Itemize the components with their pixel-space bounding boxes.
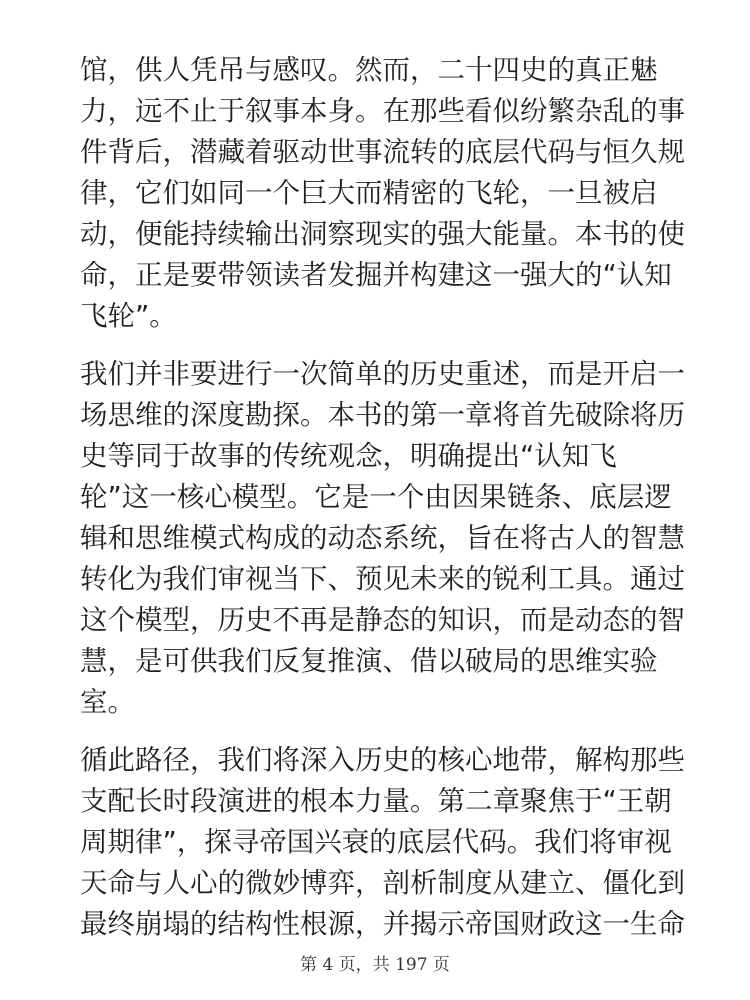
text-line: 飞轮”。 [80,300,177,332]
text-line: 命，正是要带领读者发掘并构建这一强大的“认知 [80,259,672,291]
text-line: 动，便能持续输出洞察现实的强大能量。本书的使 [80,218,685,250]
text-line: 周期律”，探寻帝国兴衰的底层代码。我们将审视 [80,826,672,858]
text-line: 辑和思维模式构成的动态系统，旨在将古人的智慧 [80,522,685,554]
text-line: 慧，是可供我们反复推演、借以破局的思维实验 [80,645,658,677]
text-line: 律，它们如同一个巨大而精密的飞轮，一旦被启 [80,177,658,209]
text-line: 这个模型，历史不再是静态的知识，而是动态的智 [80,604,685,636]
text-line: 天命与人心的微妙博弈，剖析制度从建立、僵化到 [80,867,685,899]
body-text [80,50,685,962]
paragraph-1 [80,50,685,337]
text-line: 力，远不止于叙事本身。在那些看似纷繁杂乱的事 [80,95,685,127]
text-line: 件背后，潜藏着驱动世事流转的底层代码与恒久规 [80,136,685,168]
text-line: 轮”这一核心模型。它是一个由因果链条、底层逻 [80,481,672,513]
page-number-footer: 第 4 页，共 197 页 [300,955,450,975]
text-line: 室。 [80,686,135,718]
text-line: 史等同于故事的传统观念，明确提出“认知飞 [80,440,617,472]
text-line: 最终崩塌的结构性根源，并揭示帝国财政这一生命 [80,908,685,940]
text-line: 支配长时段演进的根本力量。第二章聚焦于“王朝 [80,785,672,817]
paragraph-2 [80,354,685,723]
text-line: 场思维的深度勘探。本书的第一章将首先破除将历 [80,399,685,431]
text-line: 馆，供人凭吊与感叹。然而，二十四史的真正魅 [80,54,658,86]
text-line: 转化为我们审视当下、预见未来的锐利工具。通过 [80,563,685,595]
text-line: 我们并非要进行一次简单的历史重述，而是开启一 [80,358,685,390]
paragraph-3 [80,740,685,945]
text-line: 循此路径，我们将深入历史的核心地带，解构那些 [80,744,685,776]
